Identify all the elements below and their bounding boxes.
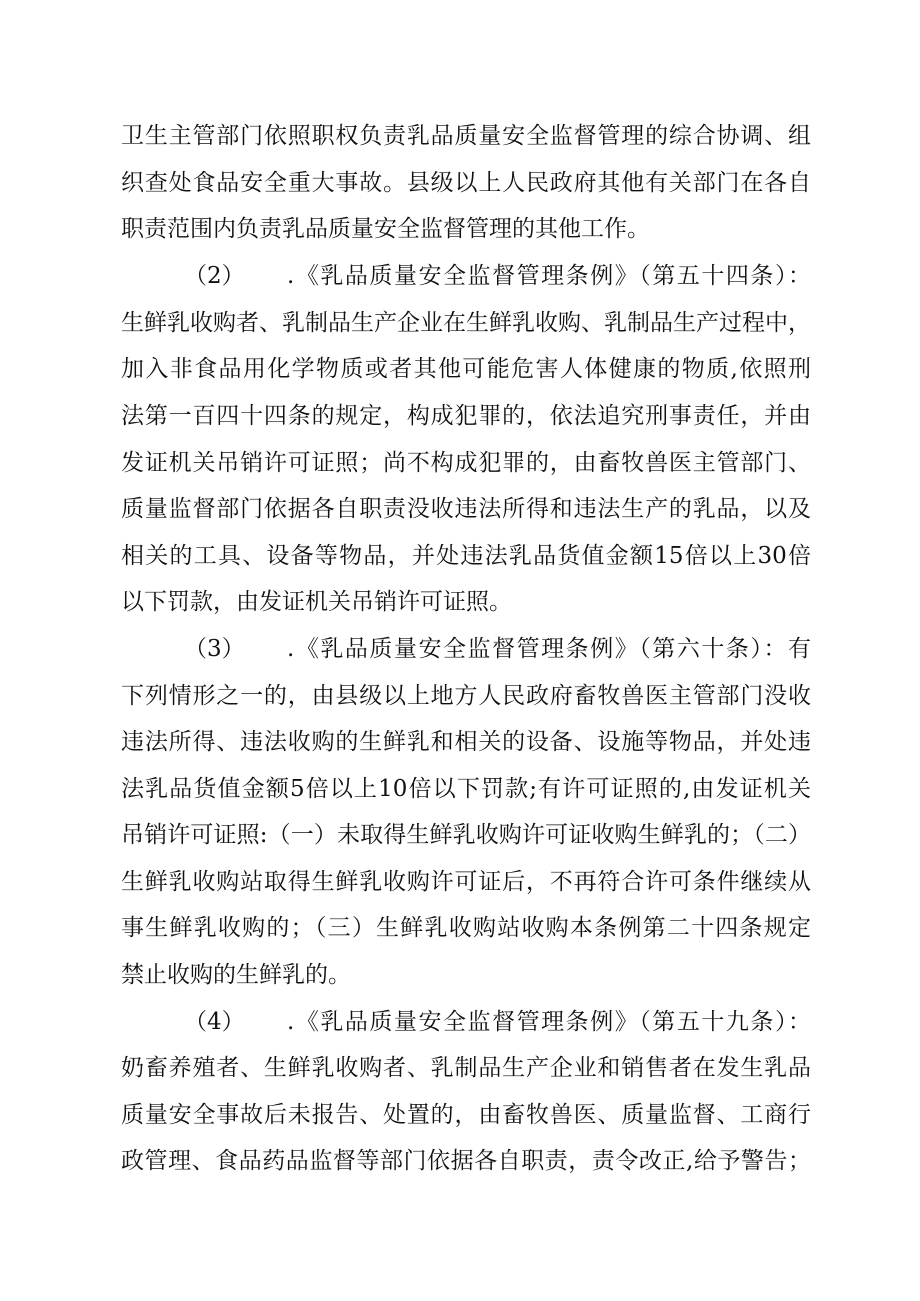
text-line: 职责范围内负责乳品质量安全监督管理的其他工作。 [121, 216, 650, 242]
text-line: 下列情形之一的，由县级以上地方人民政府畜牧兽医主管部门没收 [121, 683, 811, 709]
text-line: 发证机关吊销许可证照；尚不构成犯罪的，由畜牧兽医主管部门、 [121, 450, 811, 476]
item-number: （3） [184, 636, 245, 662]
text-line: 质量监督部门依据各自职责没收违法所得和违法生产的乳品，以及 [121, 496, 811, 522]
text-line: 生鲜乳收购站取得生鲜乳收购许可证后，不再符合许可条件继续从 [121, 869, 811, 895]
item-citation: .《乳品质量安全监督管理条例》（第六十条）：有 [287, 636, 811, 662]
text-line: 吊销许可证照:（一）未取得生鲜乳收购许可证收购生鲜乳的；（二） [121, 822, 811, 848]
text-line: 以下罚款，由发证机关吊销许可证照。 [121, 589, 512, 615]
text-line: 加入非食品用化学物质或者其他可能危害人体健康的物质,依照刑 [121, 356, 811, 382]
item-citation: .《乳品质量安全监督管理条例》（第五十九条）： [287, 1009, 811, 1035]
text-line: 禁止收购的生鲜乳的。 [121, 962, 351, 988]
text-line: 违法所得、违法收购的生鲜乳和相关的设备、设施等物品，并处违 [121, 729, 811, 755]
text-line: 织查处食品安全重大事故。县级以上人民政府其他有关部门在各自 [121, 170, 811, 196]
text-line: 卫生主管部门依照职权负责乳品质量安全监督管理的综合协调、组 [121, 123, 811, 149]
item-number: （2） [184, 263, 245, 289]
text-line: 生鲜乳收购者、乳制品生产企业在生鲜乳收购、乳制品生产过程中， [121, 310, 811, 336]
paragraph-heading [121, 261, 811, 291]
text-line: 相关的工具、设备等物品，并处违法乳品货值金额15倍以上30倍 [121, 543, 811, 569]
paragraph-heading [121, 634, 811, 664]
text-line: 质量安全事故后未报告、处置的，由畜牧兽医、质量监督、工商行 [121, 1102, 811, 1128]
item-number: （4） [184, 1009, 245, 1035]
text-line: 法乳品货值金额5倍以上10倍以下罚款;有许可证照的,由发证机关 [121, 776, 811, 802]
item-citation: .《乳品质量安全监督管理条例》（第五十四条）： [287, 263, 811, 289]
text-line: 法第一百四十四条的规定，构成犯罪的，依法追究刑事责任，并由 [121, 403, 811, 429]
paragraph-heading [121, 1007, 811, 1037]
text-line: 奶畜养殖者、生鲜乳收购者、乳制品生产企业和销售者在发生乳品 [121, 1055, 811, 1081]
text-line: 事生鲜乳收购的；（三）生鲜乳收购站收购本条例第二十四条规定 [121, 915, 811, 941]
text-line: 政管理、食品药品监督等部门依据各自职责，责令改正,给予警告； [121, 1148, 811, 1174]
